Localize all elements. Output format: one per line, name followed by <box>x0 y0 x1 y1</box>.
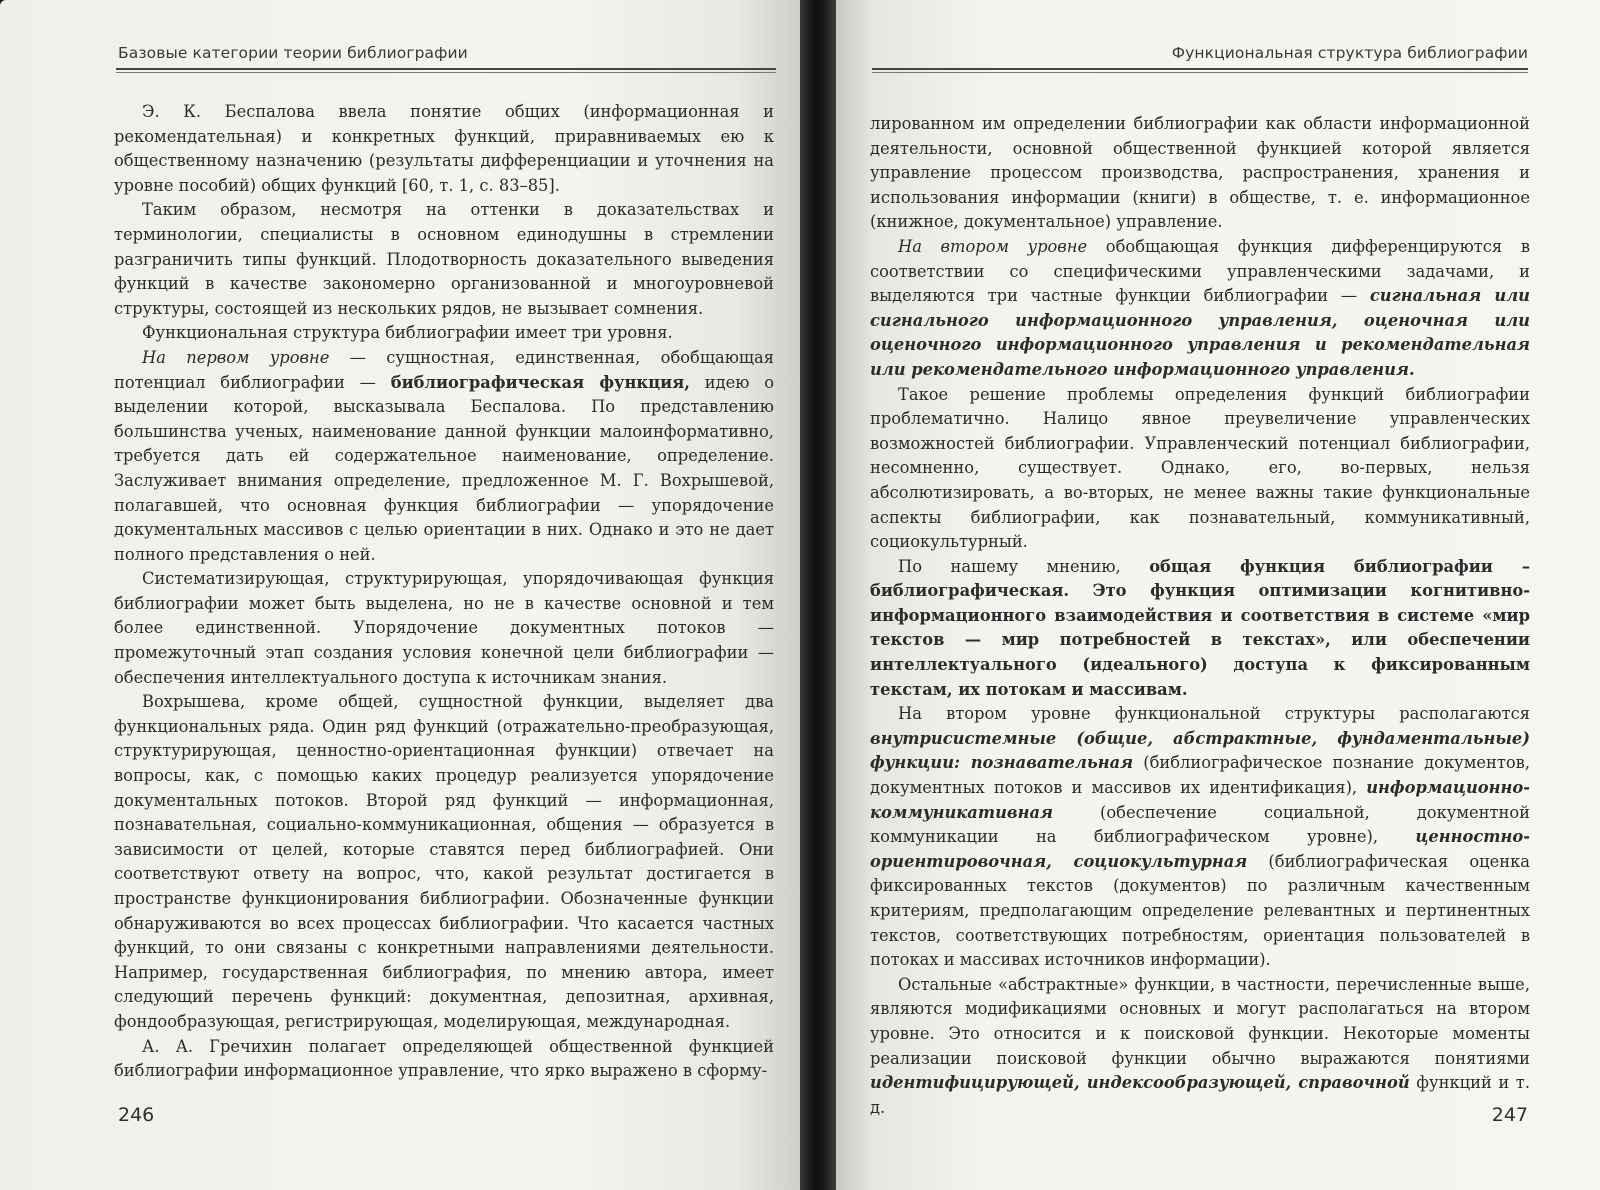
text-run: Остальные «абстрактные» функции, в частности, перечисленные выше, являются модификациями основных и могут располагаться на втором уровне. Это относится и к поисковой функции. Некоторые моменты реализации поисковой функции обычно выражаются понятиями <box>870 974 1530 1068</box>
text-run: На втором уровне функциональной структуры располагаются <box>898 704 1530 724</box>
paragraph <box>870 235 1530 383</box>
bold-term: библиографическая функция, <box>390 372 690 392</box>
bold-italic-phrase: внутрисистемные (общие, абстрактные, фундаментальные) функции: познавательная <box>870 728 1530 773</box>
text-run: обобщающая функция дифференцируются в соответствии со специфическими управленческими задачами, и выделяются три частные функции библиографии — <box>870 236 1530 306</box>
text-run: По нашему мнению, <box>898 556 1150 576</box>
running-head-left: Базовые категории теории библиографии <box>118 44 468 62</box>
paragraph <box>870 702 1530 973</box>
paragraph: Функциональная структура библиографии имеет три уровня. <box>142 323 673 343</box>
bold-italic-phrase: идентифицирующей, индексообразующей, справочной <box>870 1073 1410 1093</box>
paragraph: Систематизирующая, структурирующая, упорядочивающая функция библиографии может быть выделена, но не в качестве основной и тем более единственной. Упорядочение документных потоков — промежуточный этап создания условия конечной цели библиографии — обеспечения интеллектуального доступа к источникам знания. <box>114 569 774 687</box>
paragraph: Вохрышева, кроме общей, сущностной функции, выделяет два функциональных ряда. Один ряд функций (отражательно-преобразующая, структурирующая, ценностно-ориентационная функции) отвечает на вопросы, как, с помощью каких процедур реализуется упорядочение документальных потоков. Второй ряд функций — информационная, познавательная, социально-коммуникационная, общения — образуется в зависимости от целей, которые ставятся перед библиографией. Они соответствуют ответу на вопрос, что, какой результат достигается в пространстве функционирования библиографии. Обозначенные функции обнаруживаются во всех процессах библиографии. Что касается частных функций, то они связаны с конкретными направлениями деятельности. Например, государственная библиография, по мнению автора, имеет следующий перечень функций: документная, депозитная, архивная, фондообразующая, регистрирующая, моделирующая, международная. <box>114 692 774 1031</box>
text-run: функций и т. д. <box>870 1073 1530 1117</box>
bold-statement: общая функция библиографии – библиографическая. Это функция оптимизации когнитивно-информационного взаимодействия и соответствия в системе «мир текстов — мир потребностей в текстах», или обеспечении интеллектуального (идеального) доступа к фиксированным текстам, их потокам и массивам. <box>870 556 1530 699</box>
right-page-text <box>870 112 1530 1120</box>
paragraph: лированном им определении библиографии как области информационной деятельности, основной общественной функцией которой является управление процессом производства, распространения, хранения и использования информации (книги) в обществе, т. е. информационное (книжное, документальное) управление. <box>870 114 1530 232</box>
text-run: (библиографическое познание документов, документных потоков и массивов их идентификация), <box>870 753 1531 798</box>
paragraph <box>114 346 774 567</box>
paragraph: Таким образом, несмотря на оттенки в доказательствах и терминологии, специалисты в основном единодушны в стремлении разграничить типы функций. Плодотворность доказательного выведения функций в качестве закономерно организованной и многоуровневой структуры, состоящей из нескольких рядов, не вызывает сомнения. <box>114 200 774 318</box>
text-run: — сущностная, единственная, обобщающая потенциал библиографии — <box>114 347 774 392</box>
text-run: (библиографическая оценка фиксированных текстов (документов) по различным качественным критериям, предполагающим определение релевантных и пертинентных текстов, соответствующих потребностям, ориентация пользователей в потоках и массивах источников информации). <box>870 851 1530 970</box>
bold-italic-phrase: ценностно-ориентировочная, социокультурная <box>870 827 1530 871</box>
paragraph: Такое решение проблемы определения функций библиографии проблематично. Налицо явное преувеличение управленческих возможностей библиографии. Управленческий потенциал библиографии, несомненно, существует. Однако, его, во-первых, нельзя абсолютизировать, а во-вторых, не менее важны такие функциональные аспекты библиографии, как познавательный, коммуникативный, социокультурный. <box>870 384 1530 552</box>
header-rule-left <box>116 68 776 73</box>
paragraph: А. А. Гречихин полагает определяющей общественной функцией библиографии информационное управление, что ярко выражено в сформу- <box>114 1036 774 1081</box>
bold-italic-phrase: сигнальная или сигнального информационного управления, оценочная или оценочного информационного управления и рекомендательная или рекомендательного информационного управления. <box>870 286 1530 379</box>
page-number-right: 247 <box>1491 1104 1528 1126</box>
italic-phrase: На первом уровне <box>142 347 330 367</box>
running-head-right: Функциональная структура библиографии <box>1171 44 1528 62</box>
page-number-left: 246 <box>118 1104 155 1126</box>
paragraph <box>870 555 1530 703</box>
text-run: (обеспечение социальной, документной коммуникации на библиографическом уровне), <box>870 802 1530 847</box>
paragraph <box>870 973 1530 1121</box>
text-run: идею о выделении которой, высказывала Беспалова. По представлению большинства ученых, наименование данной функции малоинформативно, требуется дать ей содержательное наименование, определение. Заслуживает внимания определение, предложенное М. Г. Вохрышевой, полагавшей, что основная функция библиографии — упорядочение документальных массивов с целью ориентации в них. Однако и это не дает полного представления о ней. <box>114 372 775 564</box>
paragraph: Э. К. Беспалова ввела понятие общих (информационная и рекомендательная) и конкретных функций, приравниваемых ею к общественному назначению (результаты дифференциации и уточнения на уровне пособий) общих функций [60, т. 1, с. 83–85]. <box>114 102 774 195</box>
bold-italic-phrase: информационно-коммуникативная <box>870 778 1530 822</box>
right-page <box>836 0 1600 1190</box>
header-rule-right <box>872 68 1528 73</box>
italic-phrase: На втором уровне <box>898 236 1088 256</box>
left-page-text <box>114 100 774 1084</box>
book-gutter <box>800 0 836 1190</box>
